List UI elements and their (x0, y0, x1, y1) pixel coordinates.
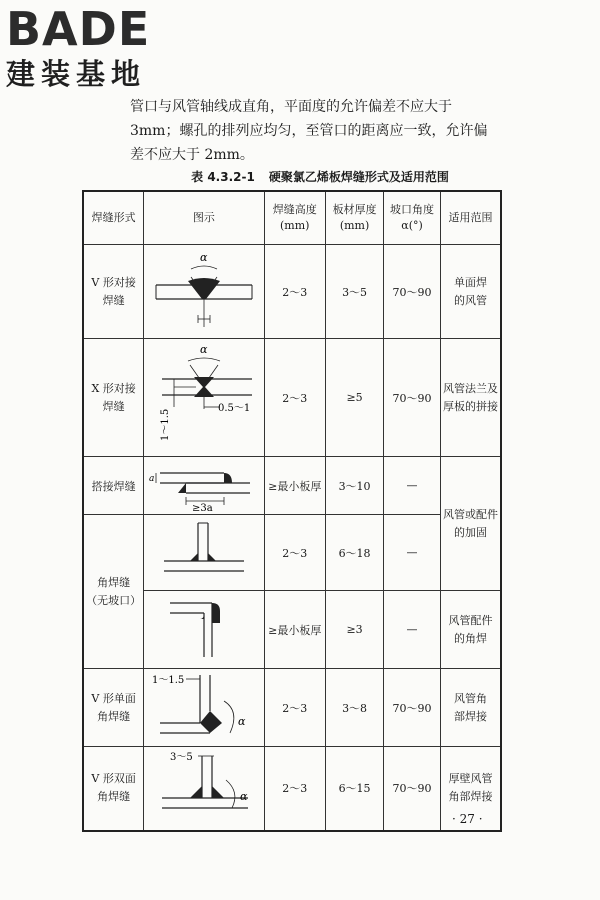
x-butt-diagram (148, 341, 260, 455)
row-height: 2～3 (264, 669, 325, 747)
row-angle: 70～90 (384, 245, 441, 339)
row-form-line2: 焊缝 (102, 399, 125, 413)
double-dim-label: 3～5 (169, 752, 193, 764)
table-caption (140, 168, 500, 185)
row-thickness: ≥5 (325, 339, 383, 457)
row-angle: — (384, 591, 441, 669)
header-angle-line1: 坡口角度 (390, 203, 435, 216)
lap-weld-diagram (148, 459, 260, 513)
row-scope (440, 339, 501, 457)
weld-table (82, 190, 502, 832)
row-form (83, 339, 144, 457)
row-thickness: 6～18 (325, 515, 383, 591)
logo-subtitle: 建装基地 (6, 57, 147, 91)
header-thickness-line1: 板材厚度 (332, 203, 377, 216)
row-scope (440, 591, 501, 669)
weld-figure-v-double-fillet (144, 747, 264, 831)
header-height-line1: 焊缝高度 (272, 203, 317, 216)
row-form (83, 669, 144, 747)
corner-l-diagram (148, 593, 260, 667)
row-thickness: ≥3 (325, 591, 383, 669)
row-form (83, 747, 144, 831)
row-form-line1: V 形对接 (91, 275, 136, 289)
alpha-label: α (199, 342, 208, 356)
row-form-line2: 角焊缝 (97, 790, 131, 804)
paragraph-line: 差不应大于 2mm。 (130, 147, 254, 163)
weld-figure-corner-t (144, 515, 264, 591)
row-scope-line1: 风管配件 (448, 613, 493, 627)
merged-form-line1: 角焊缝 (97, 575, 131, 589)
header-height (264, 191, 325, 245)
row-form-merged (83, 515, 144, 669)
header-angle-line2: α(°) (401, 219, 423, 232)
lap-dim-label: ≥3a (191, 502, 213, 513)
row-scope (440, 669, 501, 747)
alpha-label: α (199, 250, 208, 264)
table-row (83, 339, 501, 457)
row-scope (440, 245, 501, 339)
row-scope-line2: 部焊接 (453, 709, 487, 723)
row-angle: 70～90 (384, 669, 441, 747)
row-thickness: 3～5 (325, 245, 383, 339)
row-scope-merged (440, 457, 501, 591)
row-form (83, 245, 144, 339)
paragraph-line: 3mm；螺孔的排列应均匀，至管口的距离应一致，允许偏 (130, 123, 488, 139)
row-height: 2～3 (264, 245, 325, 339)
row-scope-line1: 风管法兰及 (442, 381, 498, 395)
row-form-line2: 角焊缝 (97, 709, 131, 723)
row-scope-line1: 单面焊 (453, 275, 487, 289)
table-row (83, 245, 501, 339)
page-number: · 27 · (452, 812, 483, 826)
table-caption-title: 硬聚氯乙烯板焊缝形式及适用范围 (268, 170, 449, 184)
row-thickness: 6～15 (325, 747, 383, 831)
table-row (83, 591, 501, 669)
row-form: 搭接焊缝 (83, 457, 144, 515)
row-height: ≥最小板厚 (264, 591, 325, 669)
row-height: ≥最小板厚 (264, 457, 325, 515)
table-row (83, 669, 501, 747)
row-form-line1: V 形单面 (91, 691, 136, 705)
row-scope-line2: 的角焊 (453, 631, 487, 645)
merged-scope-line2: 的加固 (453, 525, 487, 539)
row-scope-line2: 厚板的拼接 (442, 399, 498, 413)
weld-figure-lap (144, 457, 264, 515)
table-row (83, 457, 501, 515)
v-double-fillet-diagram (148, 748, 260, 828)
v-single-fillet-diagram (148, 671, 260, 745)
weld-figure-v-butt (144, 245, 264, 339)
v-butt-diagram (148, 247, 260, 337)
row-height: 2～3 (264, 339, 325, 457)
x-dim2-label: 1～1.5 (159, 408, 171, 441)
header-height-line2: (mm) (280, 219, 310, 232)
row-height: 2～3 (264, 747, 325, 831)
header-form: 焊缝形式 (83, 191, 144, 245)
header-scope: 适用范围 (440, 191, 501, 245)
header-angle (384, 191, 441, 245)
paragraph-line: 管口与风管轴线成直角，平面度的允许偏差不应大于 (130, 99, 452, 115)
table-row (83, 747, 501, 831)
alpha-label: α (239, 790, 248, 804)
table-caption-number: 表 4.3.2-1 (191, 170, 255, 184)
row-thickness: 3～8 (325, 669, 383, 747)
single-dim-label: 1～1.5 (151, 674, 185, 686)
alpha-label: α (237, 714, 246, 728)
row-form-line2: 焊缝 (102, 293, 125, 307)
lap-a-label: a (148, 473, 155, 484)
header-thickness-line2: (mm) (339, 219, 370, 232)
weld-figure-corner-l (144, 591, 264, 669)
row-scope-line2: 的风管 (453, 293, 487, 307)
x-dim1-label: 0.5～1 (217, 402, 251, 414)
row-form-line1: X 形对接 (91, 381, 136, 395)
merged-scope-line1: 风管或配件 (442, 507, 498, 521)
brand-logo (6, 2, 151, 91)
table-header-row (83, 191, 501, 245)
row-angle: 70～90 (384, 339, 441, 457)
logo-brand-text: BADE (6, 2, 151, 56)
header-thickness (325, 191, 383, 245)
row-form-line1: V 形双面 (91, 772, 136, 786)
row-scope-line1: 风管角 (453, 691, 487, 705)
header-figure: 图示 (144, 191, 264, 245)
table-row (83, 515, 501, 591)
row-height: 2～3 (264, 515, 325, 591)
merged-form-line2: （无坡口） (86, 593, 142, 607)
weld-figure-x-butt (144, 339, 264, 457)
row-angle: — (384, 457, 441, 515)
row-scope-line1: 厚壁风管 (448, 772, 493, 786)
body-paragraph (130, 95, 525, 167)
row-angle: — (384, 515, 441, 591)
row-thickness: 3～10 (325, 457, 383, 515)
row-angle: 70～90 (384, 747, 441, 831)
corner-t-diagram (148, 517, 260, 589)
row-scope-line2: 角部焊接 (448, 790, 493, 804)
weld-figure-v-single-fillet (144, 669, 264, 747)
